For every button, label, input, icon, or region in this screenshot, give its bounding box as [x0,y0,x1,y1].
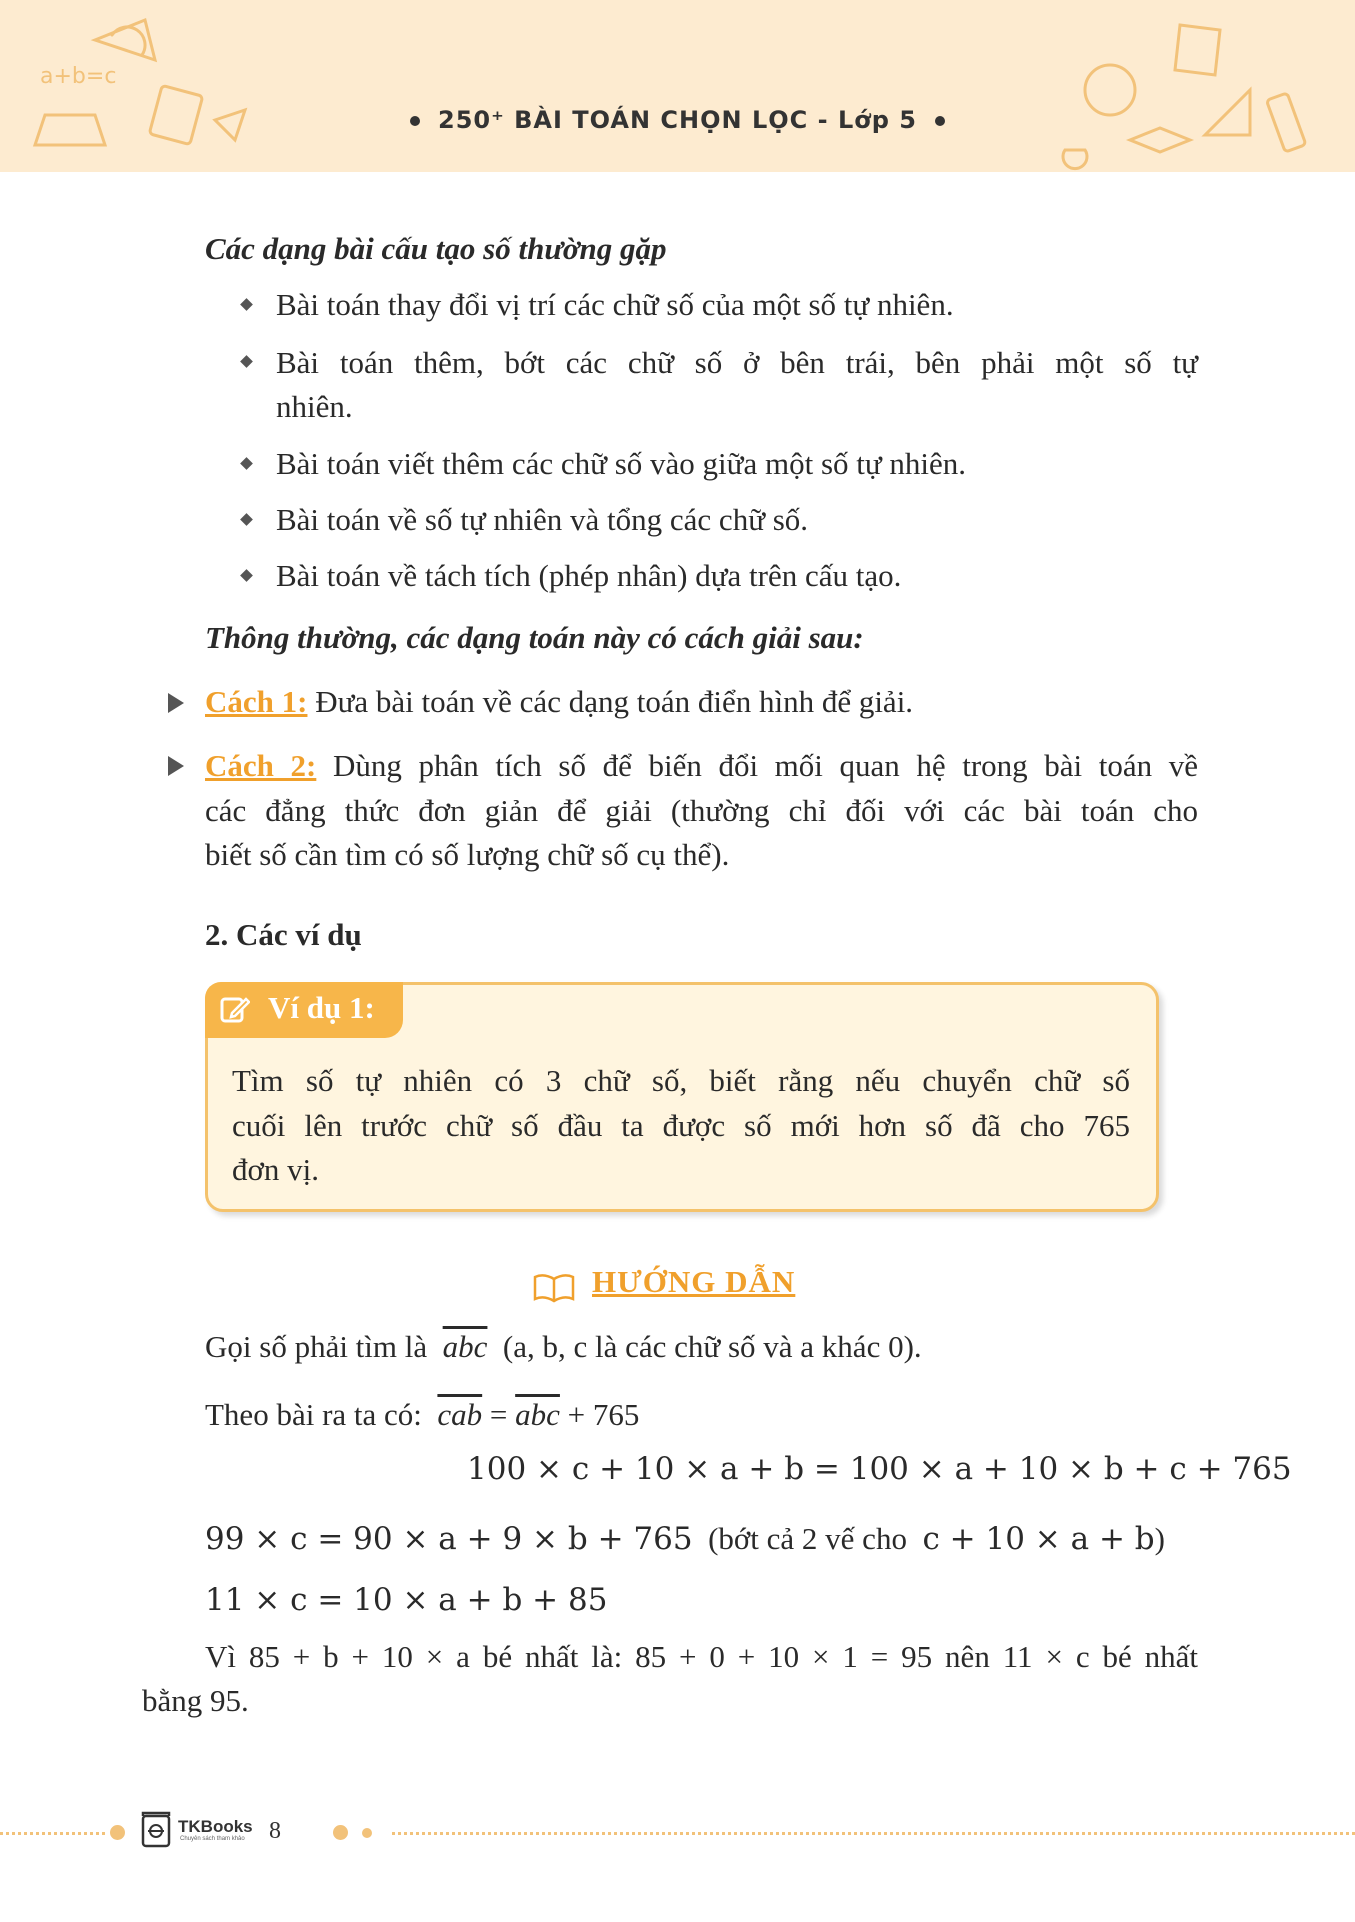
solution-line [205,1325,922,1369]
method-heading: Thông thường, các dạng toán này có cách giải sau: [205,620,864,655]
triangle-bullet-icon [168,756,184,776]
tkbooks-logo-icon [140,1810,174,1848]
method-2-line [205,743,1198,788]
solution-text: ) [1154,1521,1165,1556]
example-text-line: Tìm số tự nhiên có 3 chữ số, biết rằng nếu chuyển chữ số [232,1063,1130,1098]
solution-line: bằng 95. [142,1683,249,1718]
formula-decoration: a+b=c [40,64,117,89]
book-title: 250⁺ BÀI TOÁN CHỌN LỌC - Lớp 5 [438,106,917,134]
solution-text: Gọi số phải tìm là [205,1329,428,1364]
open-book-icon [532,1272,576,1304]
example-label: Ví dụ 1: [268,990,375,1025]
equals-sign: = [489,1397,508,1432]
footer-divider [0,1832,105,1835]
example-text-line: đơn vị. [232,1152,320,1187]
bullet-marker [240,513,253,526]
method-text: Đưa bài toán về các dạng toán điển hình để giải. [315,684,914,719]
bullet-marker [240,457,253,470]
bullet-item: Bài toán về tách tích (phép nhân) dựa trên cấu tạo. [276,558,902,593]
bullet-item-continued: nhiên. [276,389,353,424]
examples-heading: 2. Các ví dụ [205,917,362,952]
method-1 [205,680,913,724]
equation: 100 × c + 10 × a + b = 100 × a + 10 × b + c + 765 [467,1451,1292,1487]
footer-divider [392,1832,1355,1835]
solution-text: (bớt cả 2 vế cho [708,1521,907,1556]
footer-dot [110,1825,125,1840]
overlined-number: $\overline{abc}$ [515,1397,560,1432]
overlined-number: $\overline{cab}$ [437,1397,483,1432]
solution-text: Theo bài ra ta có: [205,1397,422,1432]
bullet-marker [240,298,253,311]
header-title [0,106,1355,134]
triangle-bullet-icon [168,693,184,713]
equation: 99 × c = 90 × a + 9 × b + 765 [205,1521,693,1557]
edit-note-icon [220,995,250,1025]
method-label: Cách 2: [205,748,317,783]
solution-line: Vì 85 + b + 10 × a bé nhất là: 85 + 0 + 10 × 1 = 95 nên 11 × c bé nhất [205,1639,1198,1674]
bullet-item: Bài toán về số tự nhiên và tổng các chữ số. [276,502,809,537]
method-label: Cách 1: [205,684,308,719]
equation: c + 10 × a + b [922,1521,1155,1557]
bullet-marker [240,569,253,582]
method-2-line: các đẳng thức đơn giản để giải (thường chỉ đối với các bài toán cho [205,793,1198,828]
method-text: Dùng phân tích số để biến đổi mối quan hệ trong bài toán về [332,748,1199,783]
section-heading: Các dạng bài cấu tạo số thường gặp [205,231,667,266]
equation: 11 × c = 10 × a + b + 85 [205,1582,608,1618]
bullet-item: Bài toán viết thêm các chữ số vào giữa một số tự nhiên. [276,446,967,481]
solution-text: (a, b, c là các chữ số và a khác 0). [502,1329,922,1364]
example-text-line: cuối lên trước chữ số đầu ta được số mới hơn số đã cho 765 [232,1108,1130,1143]
doodle-decoration [0,0,1355,172]
footer-dot [333,1825,348,1840]
brand-name: TKBooks [178,1817,253,1836]
page-header [0,0,1355,172]
footer-dot [362,1828,372,1838]
brand-tagline: Chuyên sách tham khảo [180,1836,245,1842]
bullet-item: Bài toán thay đổi vị trí các chữ số của một số tự nhiên. [276,287,954,322]
page-number: 8 [269,1818,281,1844]
bullet-dot [935,116,945,126]
solution-line [205,1393,639,1437]
solution-line [205,1517,1165,1561]
solution-text: + 765 [567,1397,640,1432]
bullet-dot [410,116,420,126]
method-2-line: biết số cần tìm có số lượng chữ số cụ thể). [205,837,730,872]
overlined-number: $\overline{abc}$ [442,1329,488,1364]
bullet-item: Bài toán thêm, bớt các chữ số ở bên trái, bên phải một số tự [276,345,1198,380]
bullet-marker [240,355,253,368]
guide-heading: HƯỚNG DẪN [592,1264,796,1299]
